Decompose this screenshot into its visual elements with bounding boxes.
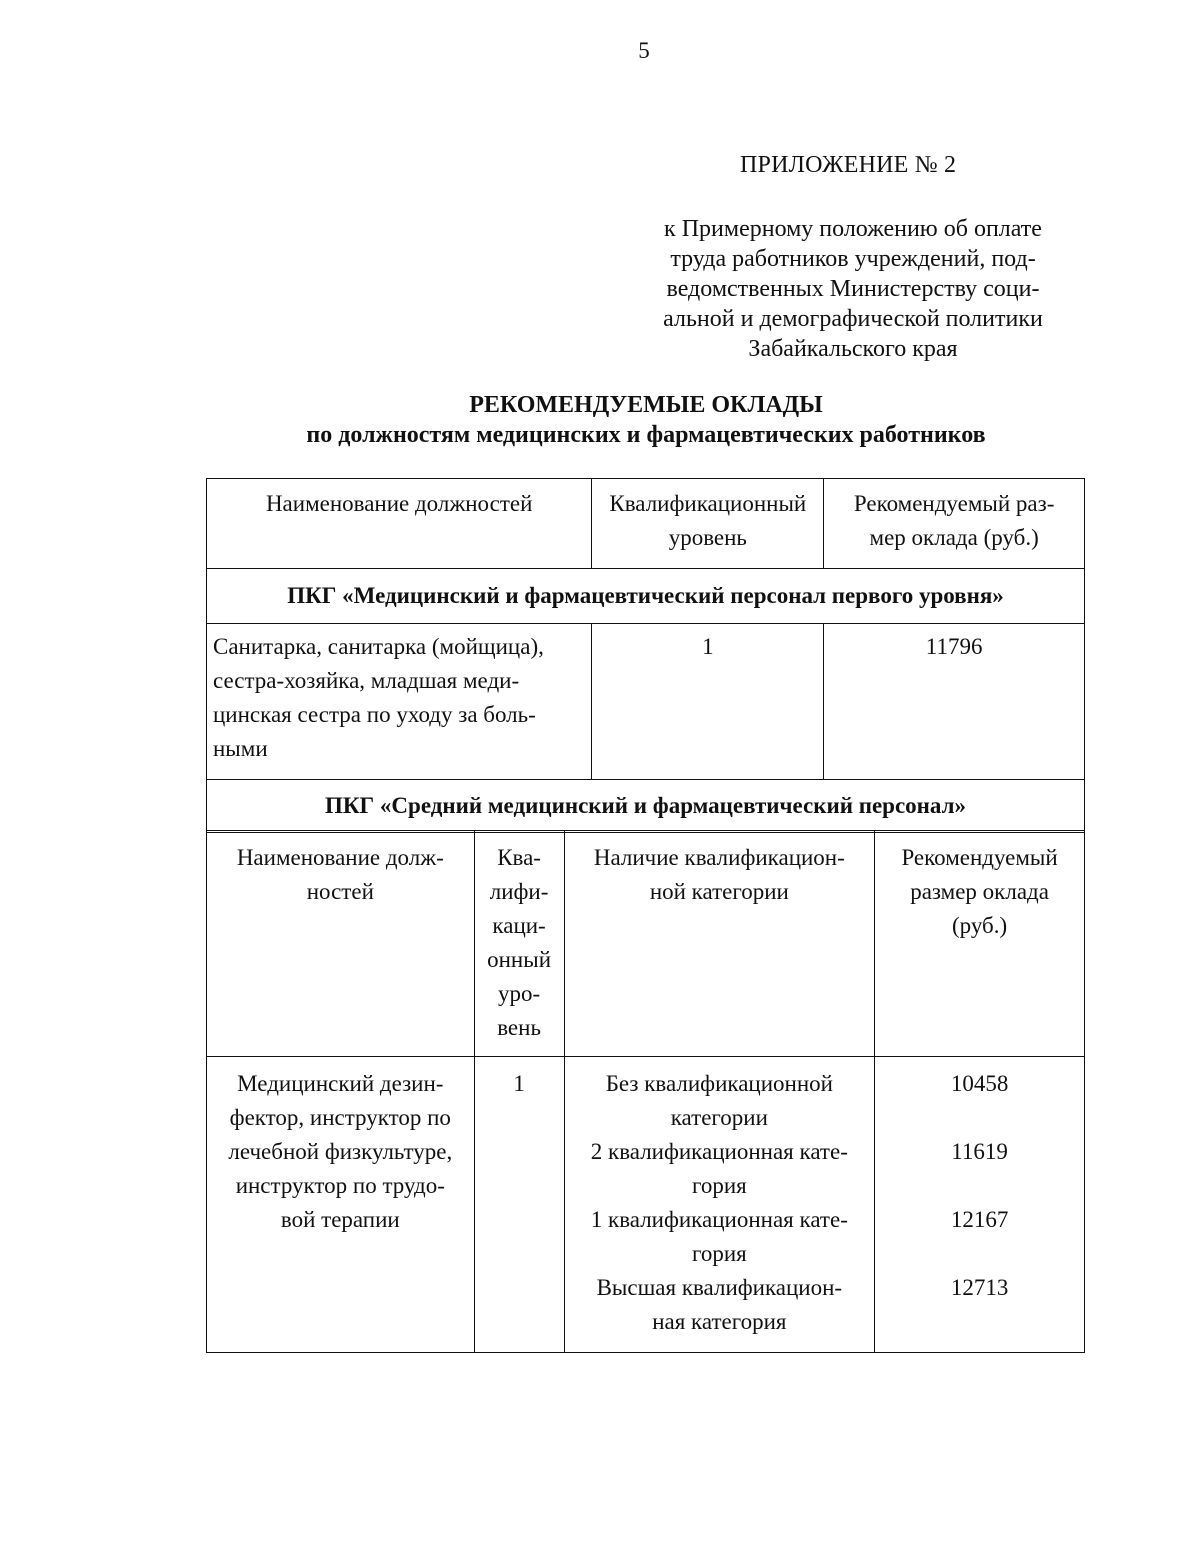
salary-value: 12713 [950, 1275, 1009, 1300]
table-header-row [207, 479, 1085, 569]
salary-cell: 11796 [824, 624, 1085, 780]
document-title-line1: РЕКОМЕНДУЕМЫЕ ОКЛАДЫ [469, 392, 823, 418]
category-line: Высшая квалификацион- [596, 1275, 843, 1300]
group-row [207, 780, 1085, 833]
appendix-reference [632, 214, 1074, 364]
category-line: 1 квалификационная кате- [590, 1207, 848, 1232]
group-title-middle-level: ПКГ «Средний медицинский и фармацевтический персонал» [207, 780, 1085, 833]
category-line: ная категория [652, 1309, 787, 1334]
position-line: цинская сестра по уходу за боль- [213, 702, 536, 727]
category-item [565, 1203, 875, 1271]
header-level-line: каци- [492, 913, 546, 938]
position-line: Медицинский дезин- [237, 1071, 444, 1096]
appendix-reference-line: Забайкальского края [748, 336, 958, 362]
category-item [565, 1271, 875, 1339]
header-salary-line: мер оклада (руб.) [869, 525, 1039, 550]
appendix-title: ПРИЛОЖЕНИЕ № 2 [740, 152, 957, 178]
header-category-line: Наличие квалификацион- [593, 845, 845, 870]
header-level-line: уровень [668, 525, 747, 550]
appendix-reference-line: ведомственных Министерству соци- [666, 276, 1040, 302]
page-number: 5 [638, 38, 650, 63]
salary-table-first-level [206, 478, 1085, 833]
header-category-line: ной категории [649, 879, 789, 904]
header-level [474, 831, 564, 1057]
document-title-line2: по должностям медицинских и фармацевтических работников [306, 422, 986, 448]
salary-value: 12167 [950, 1207, 1009, 1232]
document-title [206, 390, 1086, 450]
header-level-line: Квалификационный [609, 491, 807, 516]
position-line: инструктор по трудо- [235, 1173, 445, 1198]
header-salary-line: Рекомендуемый раз- [853, 491, 1055, 516]
group-title-first-level: ПКГ «Медицинский и фармацевтический персонал первого уровня» [207, 569, 1085, 624]
header-level-line: Ква- [497, 845, 541, 870]
category-cell [564, 1057, 875, 1353]
position-line: Санитарка, санитарка (мойщица), [213, 634, 544, 659]
category-item [565, 1135, 875, 1203]
position-line: сестра-хозяйка, младшая меди- [213, 668, 520, 693]
header-category [564, 831, 875, 1057]
appendix-reference-line: альной и демографической политики [663, 306, 1043, 332]
header-salary [824, 479, 1085, 569]
header-position-line: ностей [306, 879, 374, 904]
position-line: лечебной физкультуре, [228, 1139, 453, 1164]
header-level-line: лифи- [489, 879, 549, 904]
header-position-line: Наименование долж- [236, 845, 444, 870]
header-level [592, 479, 824, 569]
table-row [207, 1057, 1085, 1353]
salary-value: 10458 [950, 1071, 1009, 1096]
header-salary-line: Рекомендуемый [901, 845, 1058, 870]
header-salary-line: размер оклада [910, 879, 1049, 904]
salary-cell [875, 1057, 1085, 1353]
header-position: Наименование должностей [207, 479, 592, 569]
position-cell [207, 1057, 475, 1353]
category-line: категории [670, 1105, 768, 1130]
header-level-line: уро- [497, 981, 541, 1006]
level-cell: 1 [592, 624, 824, 780]
position-line: фектор, инструктор по [229, 1105, 451, 1130]
category-line: Без квалификационной [605, 1071, 833, 1096]
position-line: ными [213, 736, 268, 761]
header-position [207, 831, 475, 1057]
salary-value: 11619 [951, 1139, 1008, 1164]
header-level-line: онный [487, 947, 552, 972]
header-level-line: вень [497, 1015, 541, 1040]
category-line: гория [691, 1173, 747, 1198]
position-line: вой терапии [280, 1207, 400, 1232]
appendix-reference-line: к Примерному положению об оплате [664, 216, 1042, 242]
table-header-row [207, 831, 1085, 1057]
group-row [207, 569, 1085, 624]
category-line: 2 квалификационная кате- [590, 1139, 848, 1164]
position-cell [207, 624, 592, 780]
category-item [565, 1067, 875, 1135]
salary-table-middle-level [206, 830, 1085, 1353]
header-salary [875, 831, 1085, 1057]
header-salary-line: (руб.) [951, 913, 1008, 938]
level-cell: 1 [474, 1057, 564, 1353]
table-row [207, 624, 1085, 780]
appendix-reference-line: труда работников учреждений, под- [670, 246, 1036, 272]
category-line: гория [691, 1241, 747, 1266]
